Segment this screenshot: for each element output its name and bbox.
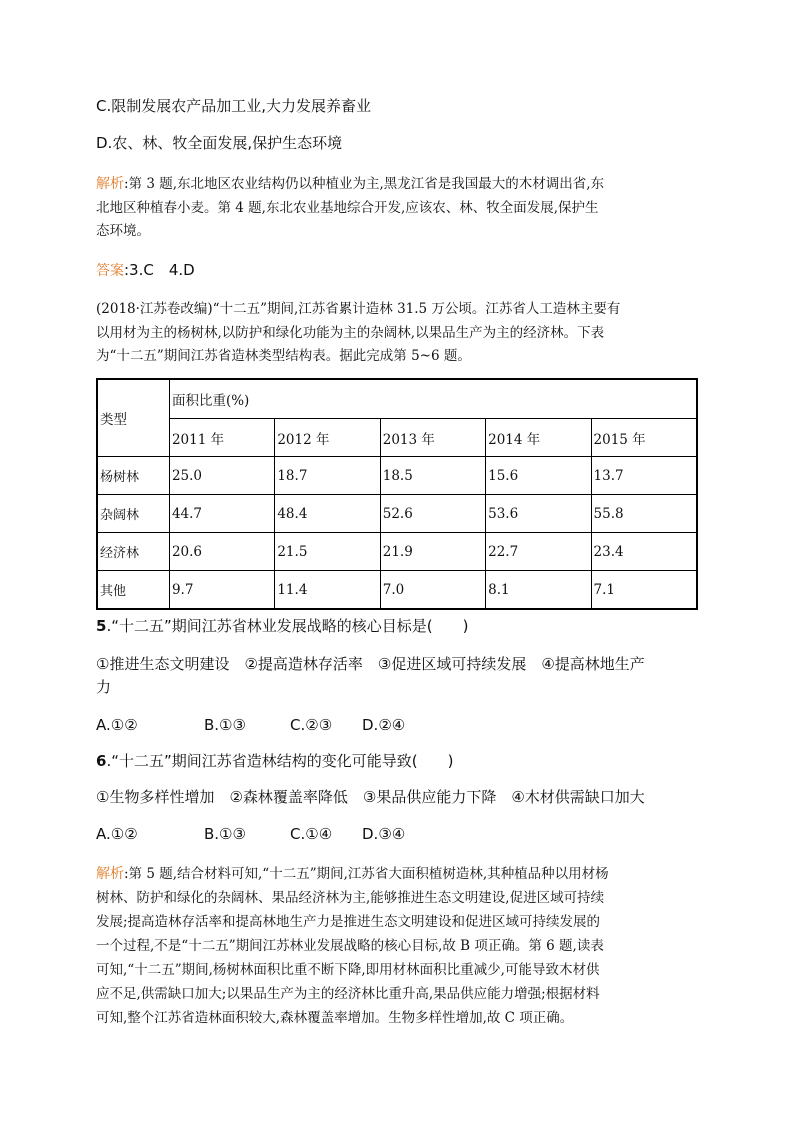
table-cell: 48.4 <box>275 495 380 533</box>
table-cell: 8.1 <box>486 571 591 610</box>
answer-1: 答案:3.C 4.D <box>96 261 195 279</box>
type-header: 类型 <box>97 379 169 457</box>
intro-line-1: (2018·江苏卷改编)“十二五”期间,江苏省累计造林 31.5 万公顷。江苏省人工造林主要有 <box>96 301 621 317</box>
table-cell: 55.8 <box>591 495 697 533</box>
option-b[interactable]: B.①③ <box>204 825 246 843</box>
option-c[interactable]: C.②③ <box>290 716 333 734</box>
analysis-1-line-1: 解析:第 3 题,东北地区农业结构仍以种植业为主,黑龙江省是我国最大的木材调出省,东 <box>96 176 605 192</box>
analysis-2-line-4: 一个过程,不是“十二五”期间江苏林业发展战略的核心目标,故 B 项正确。第 6 题,读表 <box>96 938 604 954</box>
analysis-1-line-2: 北地区种植春小麦。第 4 题,东北农业基地综合开发,应该农、林、牧全面发展,保护生 <box>96 200 599 216</box>
table-cell: 13.7 <box>591 457 697 495</box>
area-header: 面积比重(%) <box>169 379 697 419</box>
table-cell: 18.5 <box>380 457 485 495</box>
year-header: 2014 年 <box>486 419 591 457</box>
analysis-2-line-5: 可知,“十二五”期间,杨树林面积比重不断下降,即用材林面积比重减少,可能导致木材供 <box>96 962 600 978</box>
table-cell: 15.6 <box>486 457 591 495</box>
year-header: 2013 年 <box>380 419 485 457</box>
table-cell: 7.0 <box>380 571 485 610</box>
table-row <box>97 457 697 495</box>
option-c[interactable]: C.①④ <box>290 825 333 843</box>
analysis-1-line-3: 态环境。 <box>96 223 150 239</box>
analysis-2-line-3: 发展;提高造林存活率和提高林地生产力是推进生态文明建设和促进区域可持续发展的 <box>96 914 601 930</box>
table-cell: 22.7 <box>486 533 591 571</box>
year-header: 2011 年 <box>169 419 274 457</box>
question-5-items-line-2: 力 <box>96 678 112 696</box>
row-name: 其他 <box>97 571 169 610</box>
question-5-stem: 5.“十二五”期间江苏省林业发展战略的核心目标是( ) <box>96 617 469 635</box>
table-cell: 20.6 <box>169 533 274 571</box>
table-cell: 53.6 <box>486 495 591 533</box>
row-name: 经济林 <box>97 533 169 571</box>
question-6-stem: 6.“十二五”期间江苏省造林结构的变化可能导致( ) <box>96 752 454 770</box>
table-cell: 23.4 <box>591 533 697 571</box>
table-cell: 11.4 <box>275 571 380 610</box>
question-5-items-line-1: ①推进生态文明建设 ②提高造林存活率 ③促进区域可持续发展 ④提高林地生产 <box>96 655 645 673</box>
year-header-row <box>97 419 697 457</box>
year-header: 2015 年 <box>591 419 697 457</box>
analysis-2-line-7: 可知,整个江苏省造林面积较大,森林覆盖率增加。生物多样性增加,故 C 项正确。 <box>96 1010 574 1026</box>
option-b[interactable]: B.①③ <box>204 716 246 734</box>
option-d[interactable]: D.②④ <box>362 716 406 734</box>
table-cell: 21.9 <box>380 533 485 571</box>
analysis-label: 解析 <box>96 866 124 882</box>
question-5-number: 5 <box>96 617 107 635</box>
option-a[interactable]: A.①② <box>96 716 138 734</box>
analysis-2-line-2: 树林、防护和绿化的杂阔林、果品经济林为主,能够推进生态文明建设,促进区域可持续 <box>96 890 605 906</box>
intro-line-2: 以用材为主的杨树林,以防护和绿化功能为主的杂阔林,以果品生产为主的经济林。下表 <box>96 325 605 341</box>
analysis-2-line-1: 解析:第 5 题,结合材料可知,“十二五”期间,江苏省大面积植树造林,其种植品种以用材杨 <box>96 866 609 882</box>
table-row <box>97 533 697 571</box>
option-a[interactable]: A.①② <box>96 825 138 843</box>
afforestation-structure-table <box>96 378 698 610</box>
table-cell: 25.0 <box>169 457 274 495</box>
analysis-label: 解析 <box>96 176 124 192</box>
option-d[interactable]: D.③④ <box>362 825 406 843</box>
row-name: 杂阔林 <box>97 495 169 533</box>
table-cell: 44.7 <box>169 495 274 533</box>
analysis-2-line-6: 应不足,供需缺口加大;以果品生产为主的经济林比重升高,果品供应能力增强;根据材料 <box>96 986 600 1002</box>
answer-label: 答案 <box>96 263 124 279</box>
intro-line-3: 为“十二五”期间江苏省造林类型结构表。据此完成第 5~6 题。 <box>96 348 471 364</box>
table-cell: 9.7 <box>169 571 274 610</box>
table-cell: 52.6 <box>380 495 485 533</box>
table-row <box>97 571 697 610</box>
table-row <box>97 495 697 533</box>
option-d-prev: D.农、林、牧全面发展,保护生态环境 <box>96 134 343 152</box>
option-c-prev: C.限制发展农产品加工业,大力发展养畜业 <box>96 97 372 115</box>
table-header-row <box>97 379 697 419</box>
table-cell: 7.1 <box>591 571 697 610</box>
year-header: 2012 年 <box>275 419 380 457</box>
table-cell: 21.5 <box>275 533 380 571</box>
question-6-number: 6 <box>96 752 107 770</box>
row-name: 杨树林 <box>97 457 169 495</box>
table-cell: 18.7 <box>275 457 380 495</box>
question-6-items: ①生物多样性增加 ②森林覆盖率降低 ③果品供应能力下降 ④木材供需缺口加大 <box>96 788 645 806</box>
